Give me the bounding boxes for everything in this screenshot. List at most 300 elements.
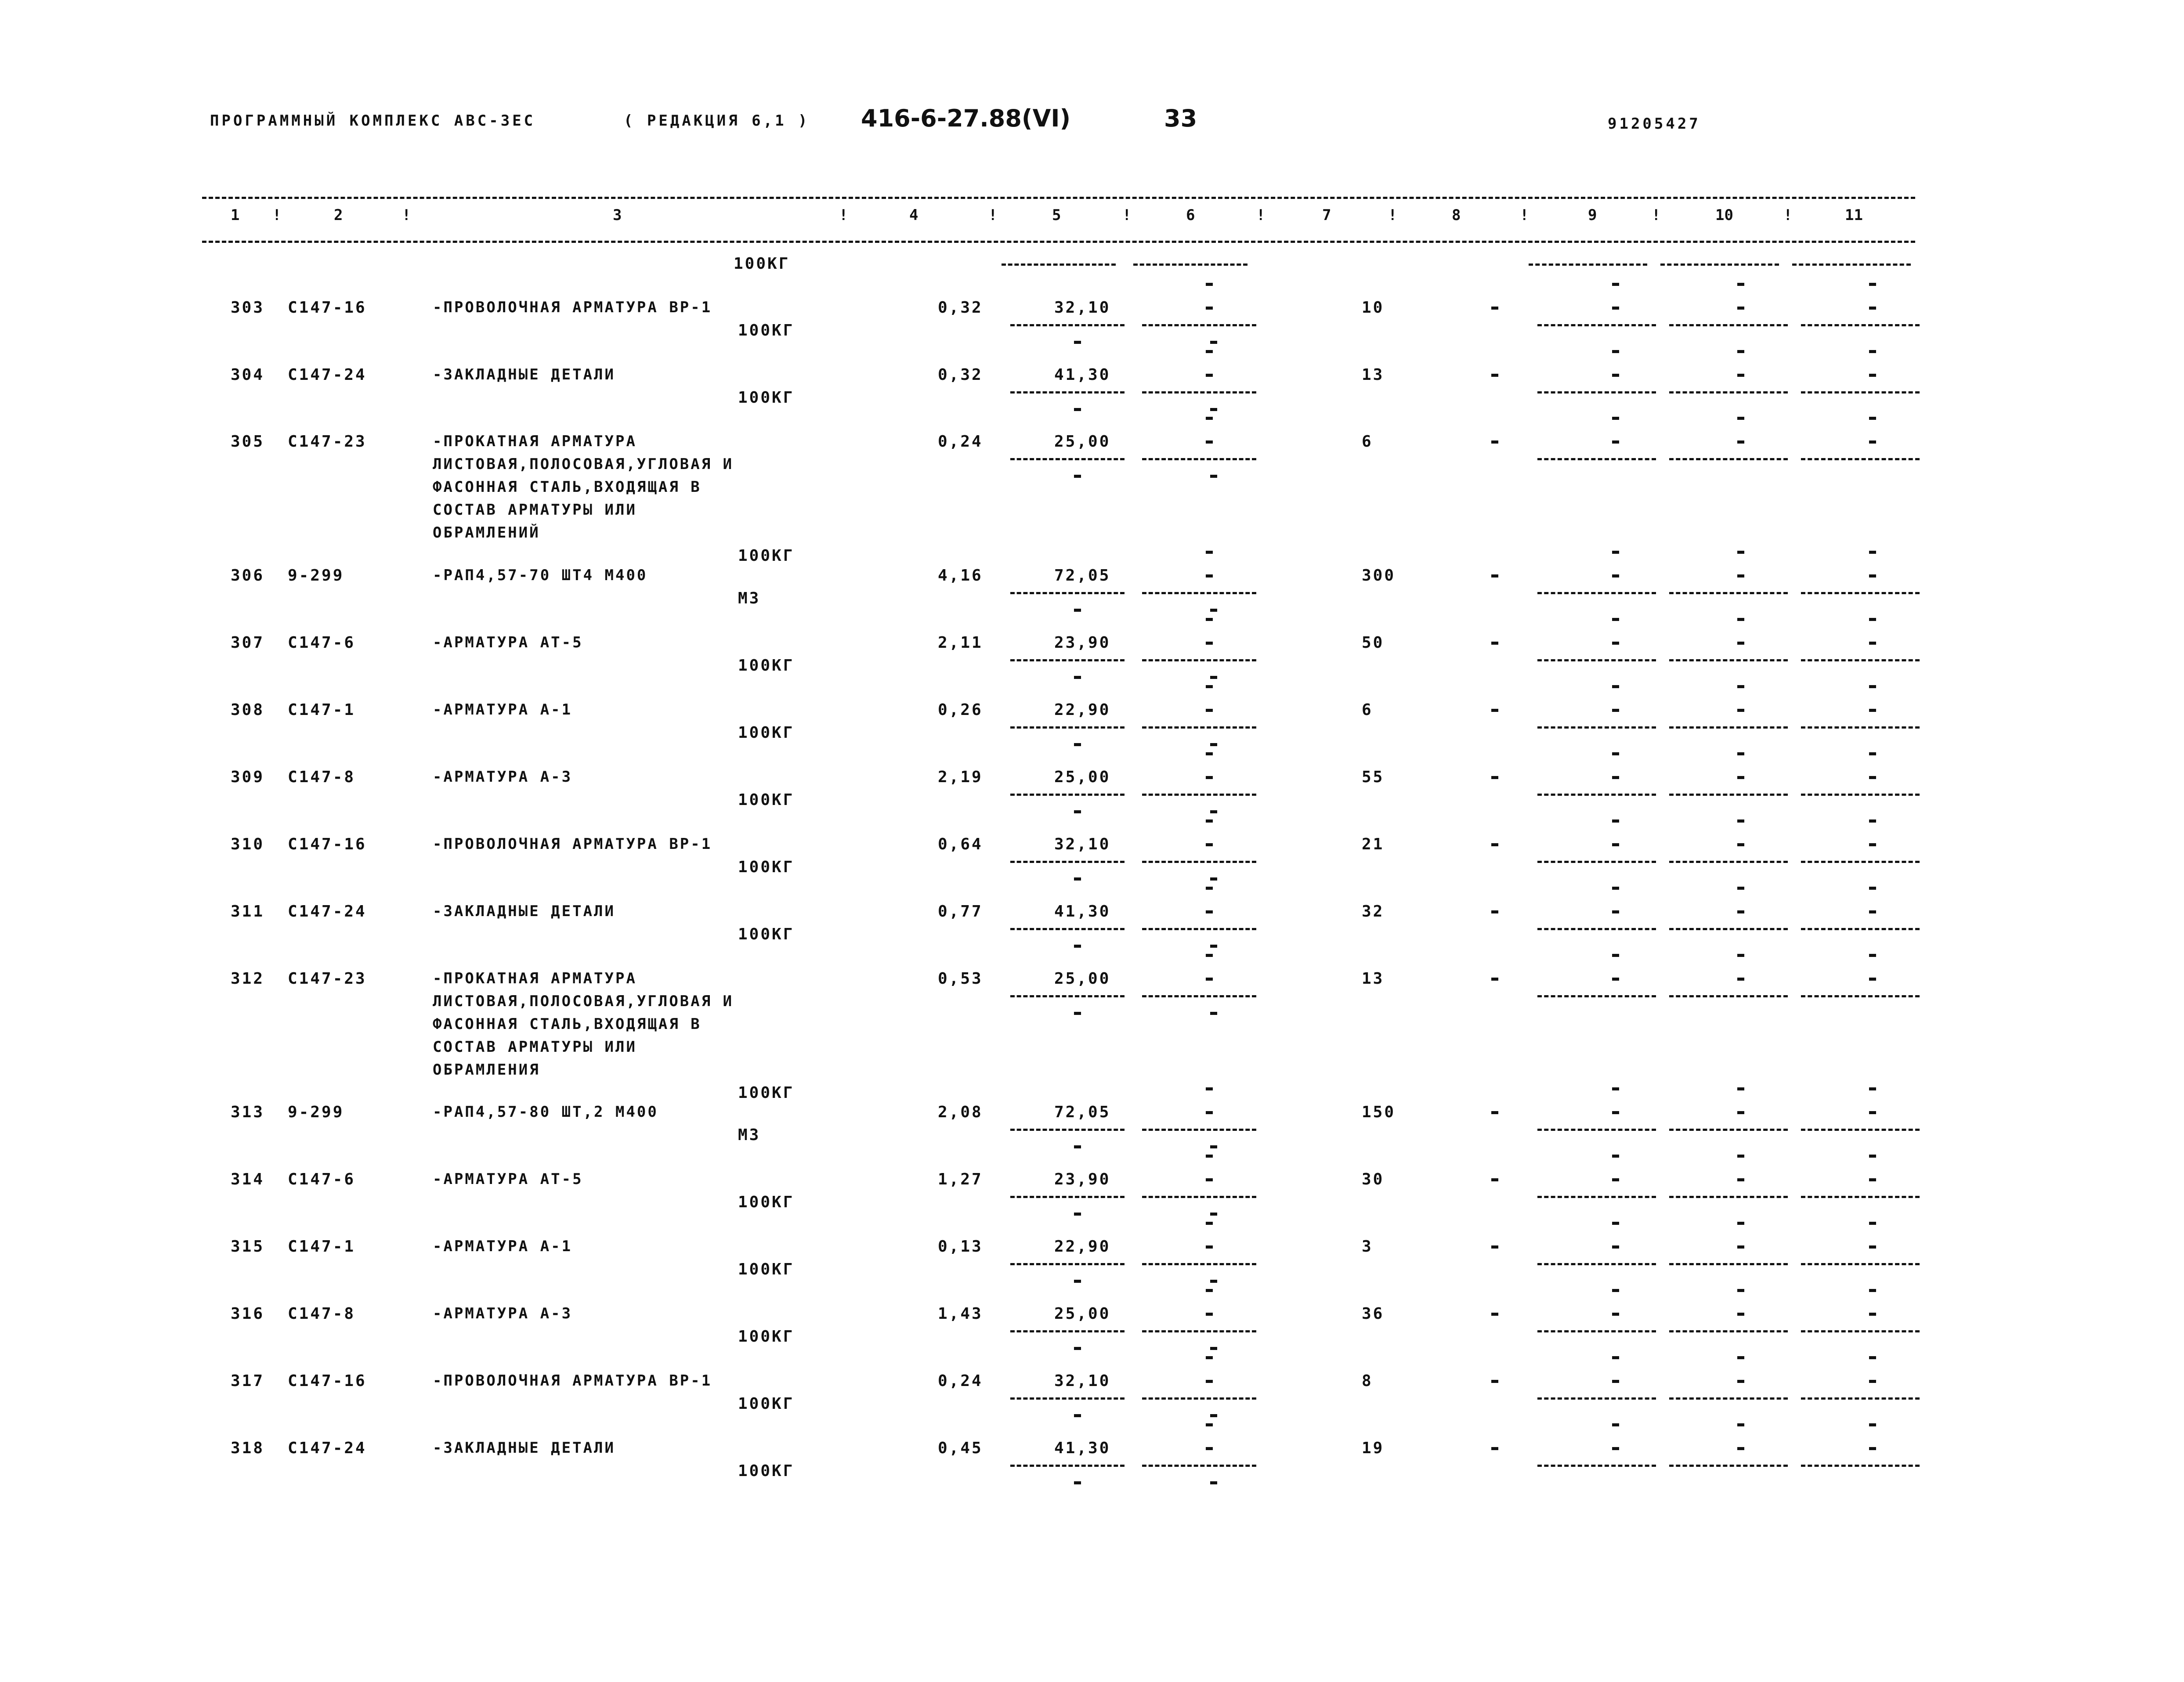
empty-value-dash (1737, 283, 1744, 286)
column-7-value: 30 (1362, 1170, 1385, 1188)
resource-name-line: -АРМАТУРА А-3 (433, 1305, 573, 1322)
dashed-underline (1669, 995, 1788, 997)
unit-price-value: 22,90 (1054, 701, 1111, 719)
dashed-underline (1669, 928, 1788, 930)
empty-value-dash (1074, 810, 1081, 813)
empty-value-dash (1737, 1245, 1744, 1249)
dashed-underline (1142, 391, 1256, 393)
column-7-value: 8 (1362, 1372, 1373, 1390)
empty-value-dash (1491, 1111, 1498, 1114)
unit-price-value: 41,30 (1054, 366, 1111, 384)
empty-value-dash (1869, 843, 1876, 846)
dashed-underline (1537, 1465, 1656, 1467)
unit-of-measure: 100КГ (738, 1328, 795, 1346)
empty-value-dash (1869, 307, 1876, 310)
empty-value-dash (1206, 752, 1213, 755)
column-separator: ! (1388, 206, 1397, 224)
dashed-underline (1010, 726, 1125, 729)
column-separator: ! (1520, 206, 1529, 224)
column-7-value: 36 (1362, 1305, 1385, 1323)
dashed-underline (1669, 726, 1788, 729)
empty-value-dash (1210, 1347, 1217, 1350)
empty-value-dash (1206, 350, 1213, 353)
empty-value-dash (1737, 618, 1744, 621)
resource-name-line: -АРМАТУРА А-1 (433, 1238, 573, 1255)
empty-value-dash (1206, 1245, 1213, 1249)
resource-name-line: ФАСОННАЯ СТАЛЬ,ВХОДЯЩАЯ В (433, 1015, 701, 1033)
column-7-value: 13 (1362, 970, 1385, 988)
empty-value-dash (1210, 1414, 1217, 1417)
dashed-underline (1792, 263, 1911, 266)
registration-number: 91205427 (1608, 115, 1701, 133)
quantity-value: 0,64 (938, 835, 983, 853)
empty-value-dash (1206, 417, 1213, 420)
row-number: 316 (231, 1305, 265, 1323)
dashed-underline (1537, 458, 1656, 460)
column-7-value: 13 (1362, 366, 1385, 384)
dashed-underline (1537, 1196, 1656, 1198)
empty-value-dash (1612, 374, 1619, 377)
unit-price-value: 22,90 (1054, 1238, 1111, 1256)
dashed-underline (1537, 995, 1656, 997)
dashed-underline (1010, 1330, 1125, 1332)
empty-value-dash (1206, 776, 1213, 779)
empty-value-dash (1612, 709, 1619, 712)
empty-value-dash (1612, 618, 1619, 621)
empty-value-dash (1612, 910, 1619, 913)
empty-value-dash (1612, 1313, 1619, 1316)
unit-price-value: 32,10 (1054, 1372, 1111, 1390)
dashed-underline (1801, 1397, 1920, 1400)
empty-value-dash (1869, 1423, 1876, 1426)
empty-value-dash (1612, 1447, 1619, 1450)
dashed-underline (1010, 1465, 1125, 1467)
resource-code: С147-23 (288, 970, 367, 988)
empty-value-dash (1074, 341, 1081, 344)
resource-code: С147-24 (288, 366, 367, 384)
dashed-underline (1669, 391, 1788, 393)
empty-value-dash (1206, 1447, 1213, 1450)
unit-of-measure: 100КГ (738, 791, 795, 809)
column-number-3: 3 (613, 206, 622, 224)
column-7-value: 19 (1362, 1439, 1385, 1457)
empty-value-dash (1491, 776, 1498, 779)
resource-name-line: СОСТАВ АРМАТУРЫ ИЛИ (433, 501, 637, 519)
column-separator: ! (1122, 206, 1132, 224)
row-number: 308 (231, 701, 265, 719)
empty-value-dash (1210, 676, 1217, 679)
empty-value-dash (1737, 1289, 1744, 1292)
column-number-6: 6 (1186, 206, 1195, 224)
empty-value-dash (1737, 1087, 1744, 1090)
column-number-2: 2 (334, 206, 343, 224)
document-code: 416-6-27.88(VI) (861, 105, 1071, 132)
resource-code: 9-299 (288, 567, 344, 585)
empty-value-dash (1210, 1145, 1217, 1148)
empty-value-dash (1210, 877, 1217, 881)
dashed-underline (1537, 659, 1656, 661)
empty-value-dash (1210, 475, 1217, 478)
resource-code: С147-8 (288, 768, 356, 786)
dashed-underline (1801, 726, 1920, 729)
unit-of-measure: 100КГ (738, 1395, 795, 1413)
empty-value-dash (1737, 307, 1744, 310)
column-number-9: 9 (1588, 206, 1597, 224)
empty-value-dash (1206, 551, 1213, 554)
empty-value-dash (1869, 1111, 1876, 1114)
empty-value-dash (1210, 1481, 1217, 1484)
unit-of-measure: М3 (738, 589, 761, 607)
empty-value-dash (1206, 1380, 1213, 1383)
empty-value-dash (1206, 307, 1213, 310)
resource-code: С147-8 (288, 1305, 356, 1323)
dashed-underline (1537, 1397, 1656, 1400)
empty-value-dash (1491, 709, 1498, 712)
dashed-underline (1669, 794, 1788, 796)
dashed-underline (1669, 1129, 1788, 1131)
resource-name-line: -ПРОКАТНАЯ АРМАТУРА (433, 433, 637, 450)
quantity-value: 0,26 (938, 701, 983, 719)
resource-name-line: -ПРОКАТНАЯ АРМАТУРА (433, 970, 637, 987)
column-separator: ! (272, 206, 282, 224)
column-7-value: 55 (1362, 768, 1385, 786)
empty-value-dash (1869, 685, 1876, 688)
empty-value-dash (1869, 1087, 1876, 1090)
row-number: 309 (231, 768, 265, 786)
empty-value-dash (1074, 1481, 1081, 1484)
unit-price-value: 25,00 (1054, 768, 1111, 786)
empty-value-dash (1074, 877, 1081, 881)
empty-value-dash (1206, 642, 1213, 645)
page-number: 33 (1164, 105, 1197, 132)
empty-value-dash (1737, 685, 1744, 688)
dashed-underline (1010, 794, 1125, 796)
column-separator: ! (988, 206, 998, 224)
row-number: 317 (231, 1372, 265, 1390)
edition-label: ( РЕДАКЦИЯ 6,1 ) (624, 112, 810, 130)
empty-value-dash (1737, 642, 1744, 645)
resource-code: С147-16 (288, 1372, 367, 1390)
empty-value-dash (1869, 1289, 1876, 1292)
row-number: 318 (231, 1439, 265, 1457)
empty-value-dash (1612, 1178, 1619, 1181)
empty-value-dash (1737, 350, 1744, 353)
dashed-underline (1133, 263, 1247, 266)
empty-value-dash (1491, 1380, 1498, 1383)
resource-name-line: -РАП4,57-70 ШТ4 М400 (433, 567, 648, 584)
empty-value-dash (1206, 440, 1213, 444)
row-number: 307 (231, 634, 265, 652)
empty-value-dash (1737, 752, 1744, 755)
column-7-value: 10 (1362, 299, 1385, 317)
empty-value-dash (1206, 1356, 1213, 1359)
empty-value-dash (1074, 1414, 1081, 1417)
dashed-underline (1537, 726, 1656, 729)
empty-value-dash (1210, 1280, 1217, 1283)
unit-price-value: 32,10 (1054, 299, 1111, 317)
empty-value-dash (1869, 374, 1876, 377)
row-number: 315 (231, 1238, 265, 1256)
empty-value-dash (1737, 1222, 1744, 1225)
empty-value-dash (1206, 685, 1213, 688)
empty-value-dash (1491, 574, 1498, 578)
dashed-underline (1142, 726, 1256, 729)
dashed-underline (1142, 659, 1256, 661)
empty-value-dash (1612, 417, 1619, 420)
empty-value-dash (1210, 743, 1217, 746)
dashed-underline (1142, 995, 1256, 997)
unit-of-measure: 100КГ (738, 1462, 795, 1480)
dashed-underline (1142, 794, 1256, 796)
unit-price-value: 25,00 (1054, 970, 1111, 988)
empty-value-dash (1869, 978, 1876, 981)
empty-value-dash (1869, 1245, 1876, 1249)
empty-value-dash (1612, 1356, 1619, 1359)
dashed-underline (1010, 995, 1125, 997)
empty-value-dash (1737, 1423, 1744, 1426)
empty-value-dash (1074, 1280, 1081, 1283)
empty-value-dash (1210, 1012, 1217, 1015)
empty-value-dash (1612, 642, 1619, 645)
resource-code: С147-23 (288, 433, 367, 451)
dashed-underline (1537, 794, 1656, 796)
dashed-underline (1010, 659, 1125, 661)
resource-name-line: -ЗАКЛАДНЫЕ ДЕТАЛИ (433, 1439, 615, 1457)
dashed-underline (1529, 263, 1647, 266)
dashed-underline (1537, 1330, 1656, 1332)
unit-price-value: 23,90 (1054, 634, 1111, 652)
column-separator: ! (1256, 206, 1266, 224)
dashed-underline (1669, 861, 1788, 863)
dashed-underline (1142, 1196, 1256, 1198)
column-7-value: 32 (1362, 902, 1385, 920)
empty-value-dash (1074, 945, 1081, 948)
row-number: 305 (231, 433, 265, 451)
empty-value-dash (1612, 440, 1619, 444)
empty-value-dash (1206, 709, 1213, 712)
dashed-underline (1142, 1330, 1256, 1332)
empty-value-dash (1612, 1222, 1619, 1225)
resource-code: С147-6 (288, 1170, 356, 1188)
empty-value-dash (1869, 910, 1876, 913)
dashed-underline (1010, 458, 1125, 460)
resource-code: 9-299 (288, 1103, 344, 1121)
empty-value-dash (1206, 954, 1213, 957)
empty-value-dash (1612, 307, 1619, 310)
empty-value-dash (1491, 978, 1498, 981)
resource-name-line: ОБРАМЛЕНИЙ (433, 524, 540, 541)
empty-value-dash (1206, 1313, 1213, 1316)
unit-price-value: 32,10 (1054, 835, 1111, 853)
column-7-value: 3 (1362, 1238, 1373, 1256)
unit-of-measure: 100КГ (738, 925, 795, 943)
empty-value-dash (1206, 843, 1213, 846)
empty-value-dash (1074, 743, 1081, 746)
resource-code: С147-1 (288, 1238, 356, 1256)
dashed-underline (1537, 324, 1656, 326)
empty-value-dash (1206, 910, 1213, 913)
empty-value-dash (1491, 910, 1498, 913)
row-number: 314 (231, 1170, 265, 1188)
dashed-underline (1669, 1330, 1788, 1332)
empty-value-dash (1612, 954, 1619, 957)
empty-value-dash (1612, 1289, 1619, 1292)
quantity-value: 0,53 (938, 970, 983, 988)
empty-value-dash (1210, 945, 1217, 948)
resource-name-line: -ЗАКЛАДНЫЕ ДЕТАЛИ (433, 902, 615, 920)
empty-value-dash (1737, 1313, 1744, 1316)
resource-name-line: -ПРОВОЛОЧНАЯ АРМАТУРА ВР-1 (433, 1372, 712, 1390)
empty-value-dash (1074, 1213, 1081, 1216)
dashed-underline (1660, 263, 1779, 266)
empty-value-dash (1869, 440, 1876, 444)
dashed-underline (1801, 458, 1920, 460)
empty-value-dash (1206, 374, 1213, 377)
empty-value-dash (1074, 408, 1081, 411)
column-separator: ! (1652, 206, 1661, 224)
empty-value-dash (1612, 776, 1619, 779)
quantity-value: 0,32 (938, 366, 983, 384)
empty-value-dash (1491, 642, 1498, 645)
empty-value-dash (1206, 1087, 1213, 1090)
resource-code: С147-1 (288, 701, 356, 719)
header-rule-top (202, 197, 1915, 199)
resource-name-line: -ПРОВОЛОЧНАЯ АРМАТУРА ВР-1 (433, 299, 712, 316)
empty-value-dash (1206, 1289, 1213, 1292)
dashed-underline (1801, 592, 1920, 594)
quantity-value: 4,16 (938, 567, 983, 585)
empty-value-dash (1612, 1111, 1619, 1114)
empty-value-dash (1612, 1155, 1619, 1158)
quantity-value: 0,45 (938, 1439, 983, 1457)
row-number: 304 (231, 366, 265, 384)
dashed-underline (1142, 928, 1256, 930)
row-number: 311 (231, 902, 265, 920)
empty-value-dash (1869, 819, 1876, 823)
empty-value-dash (1869, 618, 1876, 621)
column-7-value: 300 (1362, 567, 1396, 585)
empty-value-dash (1869, 752, 1876, 755)
empty-value-dash (1612, 574, 1619, 578)
dashed-underline (1142, 324, 1256, 326)
dashed-underline (1010, 1129, 1125, 1131)
empty-value-dash (1869, 417, 1876, 420)
column-7-value: 6 (1362, 433, 1373, 451)
quantity-value: 0,77 (938, 902, 983, 920)
column-number-8: 8 (1452, 206, 1461, 224)
empty-value-dash (1206, 1423, 1213, 1426)
dashed-underline (1010, 861, 1125, 863)
dashed-underline (1010, 391, 1125, 393)
empty-value-dash (1737, 1155, 1744, 1158)
resource-code: С147-6 (288, 634, 356, 652)
resource-name-line: -ПРОВОЛОЧНАЯ АРМАТУРА ВР-1 (433, 835, 712, 853)
empty-value-dash (1869, 574, 1876, 578)
dashed-underline (1669, 1263, 1788, 1265)
empty-value-dash (1206, 1111, 1213, 1114)
quantity-value: 2,11 (938, 634, 983, 652)
dashed-underline (1801, 391, 1920, 393)
empty-value-dash (1074, 1012, 1081, 1015)
resource-name-line: ЛИСТОВАЯ,ПОЛОСОВАЯ,УГЛОВАЯ И (433, 455, 734, 473)
empty-value-dash (1210, 408, 1217, 411)
empty-value-dash (1737, 819, 1744, 823)
empty-value-dash (1206, 978, 1213, 981)
empty-value-dash (1206, 574, 1213, 578)
dashed-underline (1669, 458, 1788, 460)
empty-value-dash (1491, 440, 1498, 444)
dashed-underline (1537, 1129, 1656, 1131)
column-number-10: 10 (1715, 206, 1733, 224)
resource-name-line: СОСТАВ АРМАТУРЫ ИЛИ (433, 1038, 637, 1056)
empty-value-dash (1206, 283, 1213, 286)
quantity-value: 1,27 (938, 1170, 983, 1188)
dashed-underline (1669, 1397, 1788, 1400)
empty-value-dash (1737, 1178, 1744, 1181)
unit-of-measure: 100КГ (738, 547, 795, 565)
empty-value-dash (1612, 685, 1619, 688)
quantity-value: 0,24 (938, 1372, 983, 1390)
dashed-underline (1801, 861, 1920, 863)
empty-value-dash (1210, 341, 1217, 344)
column-7-value: 6 (1362, 701, 1373, 719)
empty-value-dash (1737, 978, 1744, 981)
empty-value-dash (1210, 810, 1217, 813)
unit-price-value: 25,00 (1054, 1305, 1111, 1323)
dashed-underline (1801, 659, 1920, 661)
empty-value-dash (1074, 1347, 1081, 1350)
empty-value-dash (1206, 618, 1213, 621)
dashed-underline (1142, 861, 1256, 863)
empty-value-dash (1737, 776, 1744, 779)
resource-name-line: -РАП4,57-80 ШТ,2 М400 (433, 1103, 658, 1121)
unit-of-measure: 100КГ (738, 1084, 795, 1102)
resource-name-line: ЛИСТОВАЯ,ПОЛОСОВАЯ,УГЛОВАЯ И (433, 993, 734, 1010)
empty-value-dash (1206, 1178, 1213, 1181)
resource-code: С147-24 (288, 902, 367, 920)
empty-value-dash (1491, 307, 1498, 310)
empty-value-dash (1491, 1313, 1498, 1316)
header-rule-bottom (202, 241, 1915, 243)
empty-value-dash (1612, 978, 1619, 981)
resource-name-line: -АРМАТУРА АТ-5 (433, 634, 583, 651)
row-number: 312 (231, 970, 265, 988)
empty-value-dash (1869, 1313, 1876, 1316)
empty-value-dash (1737, 374, 1744, 377)
dashed-underline (1801, 1196, 1920, 1198)
column-number-4: 4 (909, 206, 918, 224)
empty-value-dash (1737, 910, 1744, 913)
empty-value-dash (1869, 1155, 1876, 1158)
empty-value-dash (1737, 1380, 1744, 1383)
empty-value-dash (1491, 1245, 1498, 1249)
empty-value-dash (1869, 283, 1876, 286)
quantity-value: 0,24 (938, 433, 983, 451)
dashed-underline (1801, 928, 1920, 930)
empty-value-dash (1074, 475, 1081, 478)
dashed-underline (1010, 1196, 1125, 1198)
empty-value-dash (1737, 417, 1744, 420)
empty-value-dash (1737, 1447, 1744, 1450)
empty-value-dash (1612, 752, 1619, 755)
empty-value-dash (1869, 1447, 1876, 1450)
column-7-value: 150 (1362, 1103, 1396, 1121)
unit-of-measure: М3 (738, 1126, 761, 1144)
dashed-underline (1801, 1129, 1920, 1131)
dashed-underline (1801, 1263, 1920, 1265)
empty-value-dash (1869, 642, 1876, 645)
quantity-value: 2,19 (938, 768, 983, 786)
